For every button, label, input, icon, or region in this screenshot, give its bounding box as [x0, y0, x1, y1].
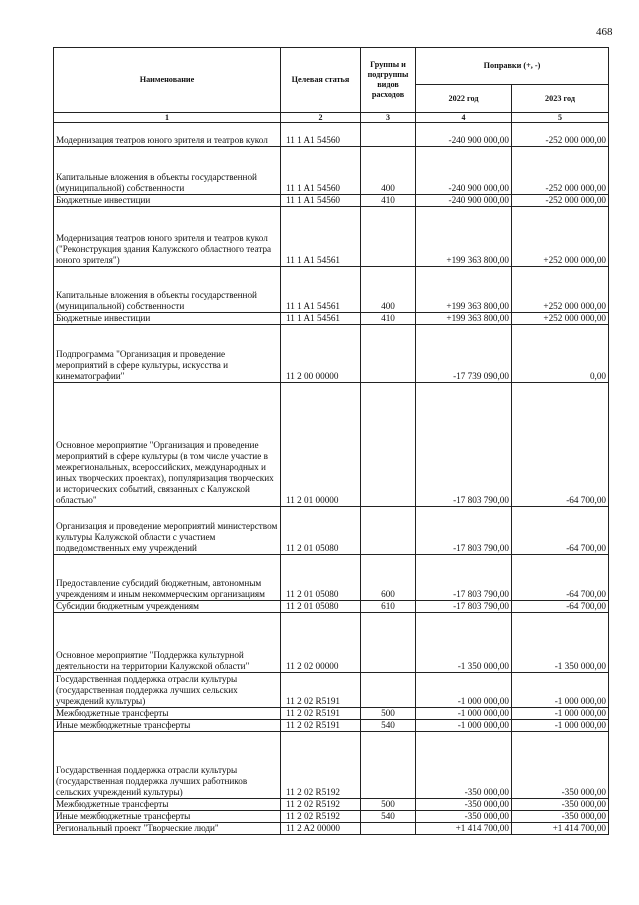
row-target-article: 11 2 00 00000	[281, 325, 361, 383]
table-row	[54, 267, 609, 313]
row-amount-2023: -350 000,00	[512, 799, 609, 811]
row-expense-group: 540	[361, 811, 416, 823]
row-amount-2023: -1 000 000,00	[512, 708, 609, 720]
row-amount-2022: -17 803 790,00	[416, 383, 512, 507]
row-amount-2023: -350 000,00	[512, 811, 609, 823]
row-amount-2023: -1 350 000,00	[512, 613, 609, 673]
table-row	[54, 732, 609, 799]
row-expense-group: 500	[361, 799, 416, 811]
row-amount-2022: -1 000 000,00	[416, 720, 512, 732]
row-amount-2023: 0,00	[512, 325, 609, 383]
row-target-article: 11 2 02 R5192	[281, 732, 361, 799]
row-amount-2023: +252 000 000,00	[512, 267, 609, 313]
row-target-article: 11 1 A1 54560	[281, 147, 361, 195]
row-target-article: 11 2 02 R5192	[281, 799, 361, 811]
row-expense-group	[361, 613, 416, 673]
row-target-article: 11 2 01 05080	[281, 601, 361, 613]
row-expense-group	[361, 207, 416, 267]
table-row	[54, 325, 609, 383]
row-name: Капитальные вложения в объекты государственной (муниципальной) собственности	[54, 267, 281, 313]
row-amount-2023: +1 414 700,00	[512, 823, 609, 835]
table-row	[54, 555, 609, 601]
row-target-article: 11 1 A1 54561	[281, 313, 361, 325]
table-row	[54, 313, 609, 325]
row-expense-group: 400	[361, 267, 416, 313]
row-name: Государственная поддержка отрасли культуры (государственная поддержка лучших работников сельских учреждений культуры)	[54, 732, 281, 799]
row-target-article: 11 2 A2 00000	[281, 823, 361, 835]
row-amount-2022: -1 350 000,00	[416, 613, 512, 673]
row-amount-2023: -64 700,00	[512, 507, 609, 555]
row-target-article: 11 2 02 R5192	[281, 811, 361, 823]
row-name: Капитальные вложения в объекты государственной (муниципальной) собственности	[54, 147, 281, 195]
row-name: Модернизация театров юного зрителя и театров кукол ("Реконструкция здания Калужского областного театра юного зрителя")	[54, 207, 281, 267]
table-row	[54, 147, 609, 195]
row-name: Организация и проведение мероприятий министерством культуры Калужской области с участием подведомственных ему учреждений	[54, 507, 281, 555]
row-name: Субсидии бюджетным учреждениям	[54, 601, 281, 613]
row-amount-2022: -1 000 000,00	[416, 708, 512, 720]
row-amount-2022: +1 414 700,00	[416, 823, 512, 835]
row-target-article: 11 1 A1 54560	[281, 123, 361, 147]
row-name: Межбюджетные трансферты	[54, 708, 281, 720]
row-amount-2023: +252 000 000,00	[512, 313, 609, 325]
row-name: Основное мероприятие "Поддержка культурной деятельности на территории Калужской области"	[54, 613, 281, 673]
row-expense-group	[361, 383, 416, 507]
row-amount-2022: -1 000 000,00	[416, 673, 512, 708]
row-expense-group: 410	[361, 313, 416, 325]
row-expense-group	[361, 732, 416, 799]
row-amount-2023: -64 700,00	[512, 383, 609, 507]
column-number: 3	[361, 113, 416, 123]
table-row	[54, 507, 609, 555]
row-expense-group	[361, 673, 416, 708]
row-expense-group: 500	[361, 708, 416, 720]
row-amount-2023: -64 700,00	[512, 601, 609, 613]
row-amount-2022: +199 363 800,00	[416, 207, 512, 267]
row-amount-2022: +199 363 800,00	[416, 313, 512, 325]
row-target-article: 11 2 01 05080	[281, 507, 361, 555]
row-amount-2022: -350 000,00	[416, 799, 512, 811]
row-amount-2023: -1 000 000,00	[512, 720, 609, 732]
row-target-article: 11 2 02 00000	[281, 613, 361, 673]
row-target-article: 11 2 02 R5191	[281, 720, 361, 732]
row-expense-group	[361, 823, 416, 835]
row-amount-2023: -64 700,00	[512, 555, 609, 601]
row-expense-group: 400	[361, 147, 416, 195]
row-amount-2022: -17 803 790,00	[416, 555, 512, 601]
row-amount-2022: -17 803 790,00	[416, 507, 512, 555]
table-row	[54, 720, 609, 732]
header-target-article: Целевая статья	[281, 48, 361, 113]
row-amount-2023: -252 000 000,00	[512, 195, 609, 207]
table-row	[54, 207, 609, 267]
table-row	[54, 708, 609, 720]
table-row	[54, 601, 609, 613]
row-target-article: 11 2 01 00000	[281, 383, 361, 507]
budget-amendments-table	[53, 47, 609, 835]
table-row	[54, 673, 609, 708]
column-number: 1	[54, 113, 281, 123]
row-target-article: 11 2 02 R5191	[281, 708, 361, 720]
table-row	[54, 383, 609, 507]
row-name: Региональный проект "Творческие люди"	[54, 823, 281, 835]
table-row	[54, 123, 609, 147]
header-year-2022: 2022 год	[416, 85, 512, 113]
row-target-article: 11 2 01 05080	[281, 555, 361, 601]
row-amount-2023: -252 000 000,00	[512, 147, 609, 195]
row-target-article: 11 1 A1 54561	[281, 267, 361, 313]
column-number: 2	[281, 113, 361, 123]
row-target-article: 11 1 A1 54560	[281, 195, 361, 207]
row-amount-2023: -350 000,00	[512, 732, 609, 799]
row-expense-group: 610	[361, 601, 416, 613]
row-name: Предоставление субсидий бюджетным, автономным учреждениям и иным некоммерческим организациям	[54, 555, 281, 601]
row-name: Государственная поддержка отрасли культуры (государственная поддержка лучших сельских учреждений культуры)	[54, 673, 281, 708]
row-amount-2022: -240 900 000,00	[416, 195, 512, 207]
row-amount-2022: -17 739 090,00	[416, 325, 512, 383]
row-name: Иные межбюджетные трансферты	[54, 811, 281, 823]
row-amount-2023: -252 000 000,00	[512, 123, 609, 147]
row-name: Бюджетные инвестиции	[54, 313, 281, 325]
row-amount-2022: -240 900 000,00	[416, 147, 512, 195]
row-expense-group: 600	[361, 555, 416, 601]
row-name: Иные межбюджетные трансферты	[54, 720, 281, 732]
row-amount-2023: -1 000 000,00	[512, 673, 609, 708]
row-amount-2023: +252 000 000,00	[512, 207, 609, 267]
row-amount-2022: +199 363 800,00	[416, 267, 512, 313]
row-name: Подпрограмма "Организация и проведение мероприятий в сфере культуры, искусства и кинематографии"	[54, 325, 281, 383]
table-row	[54, 613, 609, 673]
table-row	[54, 811, 609, 823]
row-expense-group	[361, 507, 416, 555]
header-name: Наименование	[54, 48, 281, 113]
row-amount-2022: -17 803 790,00	[416, 601, 512, 613]
row-expense-group	[361, 123, 416, 147]
row-name: Межбюджетные трансферты	[54, 799, 281, 811]
table-row	[54, 823, 609, 835]
row-expense-group	[361, 325, 416, 383]
header-amendments: Поправки (+, -)	[416, 48, 609, 85]
column-number: 5	[512, 113, 609, 123]
row-target-article: 11 2 02 R5191	[281, 673, 361, 708]
row-amount-2022: -350 000,00	[416, 811, 512, 823]
row-target-article: 11 1 A1 54561	[281, 207, 361, 267]
row-amount-2022: -240 900 000,00	[416, 123, 512, 147]
table-row	[54, 799, 609, 811]
header-year-2023: 2023 год	[512, 85, 609, 113]
row-name: Основное мероприятие "Организация и проведение мероприятий в сфере культуры (в том числе участие в межрегиональных, всероссийских, международных и иных творческих проектах), популяризация творческих и исторических событий, связанных с Калужской областью"	[54, 383, 281, 507]
row-expense-group: 410	[361, 195, 416, 207]
row-amount-2022: -350 000,00	[416, 732, 512, 799]
row-name: Модернизация театров юного зрителя и театров кукол	[54, 123, 281, 147]
row-expense-group: 540	[361, 720, 416, 732]
column-number: 4	[416, 113, 512, 123]
row-name: Бюджетные инвестиции	[54, 195, 281, 207]
table-row	[54, 195, 609, 207]
header-expense-groups: Группы и подгруппы видов расходов	[361, 48, 416, 113]
page-number: 468	[596, 26, 613, 38]
